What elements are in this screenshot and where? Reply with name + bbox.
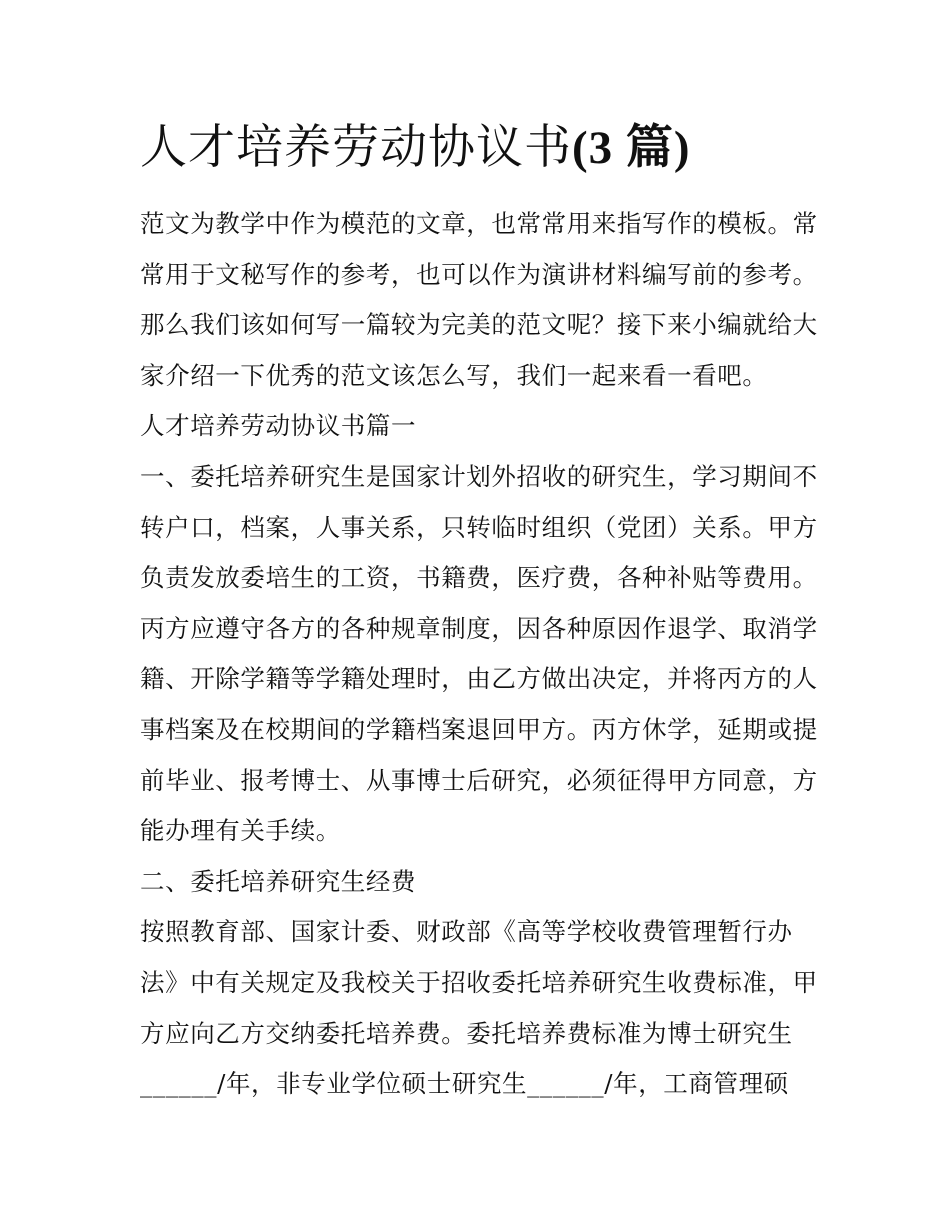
document-title [140, 118, 691, 178]
document-body [140, 199, 840, 1110]
paragraph-line: 能办理有关手续。 [140, 816, 341, 846]
paragraph-line: 范文为教学中作为模范的文章，也常常用来指写作的模板。常 [140, 209, 818, 238]
paragraph-line: 常用于文秘写作的参考，也可以作为演讲材料编写前的参考。 [140, 259, 818, 289]
paragraph-line: 前毕业、报考博士、从事博士后研究，必须征得甲方同意，方 [140, 765, 818, 795]
section-heading: 二、委托培养研究生经费 [140, 866, 417, 896]
paragraph-line: 那么我们该如何写一篇较为完美的范文呢？接下来小编就给大 [140, 310, 818, 340]
title-count: (3 篇) [572, 122, 691, 174]
paragraph-line: 负责发放委培生的工资，书籍费，医疗费，各种补贴等费用。 [140, 563, 818, 593]
paragraph-line: 转户口，档案，人事关系，只转临时组织（党团）关系。甲方 [140, 512, 818, 542]
paragraph-line: 丙方应遵守各方的各种规章制度，因各种原因作退学、取消学 [140, 613, 818, 643]
paragraph-line: 法》中有关规定及我校关于招收委托培养研究生收费标准，甲 [140, 967, 818, 997]
title-text: 人才培养劳动协议书 [140, 120, 572, 175]
paragraph-line: 方应向乙方交纳委托培养费。委托培养费标准为博士研究生 [140, 1018, 793, 1048]
paragraph-line: ______/年，非专业学位硕士研究生______/年，工商管理硕 [140, 1069, 789, 1099]
paragraph-line: 一、委托培养研究生是国家计划外招收的研究生，学习期间不 [140, 461, 818, 491]
paragraph-line: 事档案及在校期间的学籍档案退回甲方。丙方休学，延期或提 [140, 714, 818, 744]
paragraph-line: 家介绍一下优秀的范文该怎么写，我们一起来看一看吧。 [140, 360, 768, 390]
paragraph-line: 按照教育部、国家计委、财政部《高等学校收费管理暂行办 [140, 917, 793, 947]
section-heading: 人才培养劳动协议书篇一 [140, 411, 417, 441]
paragraph-line: 籍、开除学籍等学籍处理时，由乙方做出决定，并将丙方的人 [140, 664, 818, 694]
